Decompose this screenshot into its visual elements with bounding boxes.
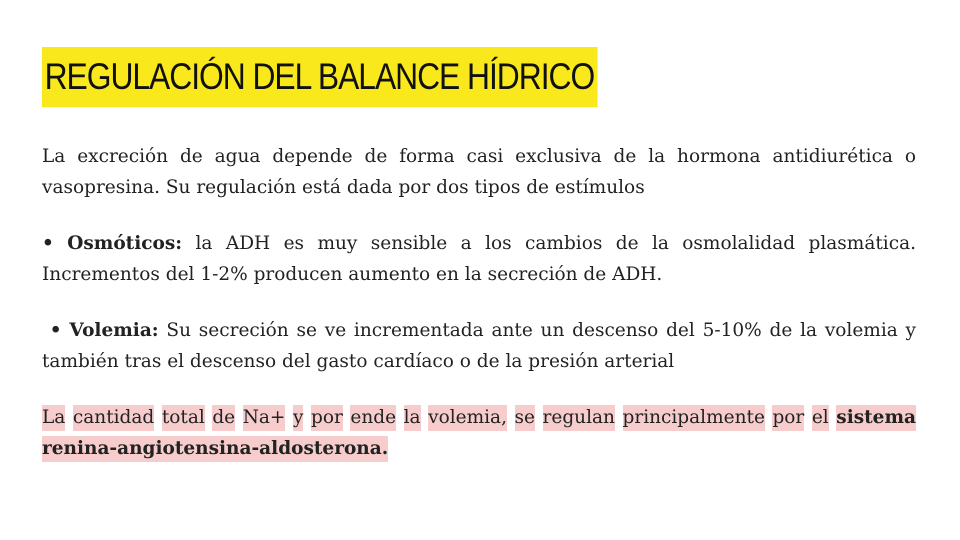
highlighted-word: principalmente	[623, 405, 765, 431]
highlighted-word: La	[42, 405, 65, 431]
highlighted-word: por	[772, 405, 804, 431]
highlighted-word: de	[212, 405, 235, 431]
highlighted-bold-word: sistema	[836, 405, 916, 431]
bullet-volemia	[42, 315, 916, 377]
intro-paragraph: La excreción de agua depende de forma casi exclusiva de la hormona antidiurética o vasopresina. Su regulación está dada por dos tipos de estímulos	[42, 146, 916, 198]
bullet-marker: •	[49, 320, 62, 341]
highlighted-word: regulan	[543, 405, 615, 431]
highlighted-conclusion	[42, 402, 916, 464]
highlighted-word: volemia,	[428, 405, 507, 431]
bullet-marker: •	[42, 233, 54, 254]
slide-title: REGULACIÓN DEL BALANCE HÍDRICO	[42, 47, 598, 107]
bullet-term-volemia: Volemia:	[69, 320, 159, 341]
bullet-text-volemia: Su secreción se ve incrementada ante un descenso del 5-10% de la volemia y también tras el descenso del gasto cardíaco o de la presión arterial	[42, 320, 917, 372]
highlighted-word: por	[311, 405, 343, 431]
highlighted-word: se	[515, 405, 535, 431]
highlighted-word: total	[162, 405, 205, 431]
highlighted-word: el	[812, 405, 829, 431]
highlighted-word: cantidad	[73, 405, 154, 431]
bullet-term-osmotic: Osmóticos:	[67, 233, 183, 254]
highlighted-text	[42, 405, 829, 431]
bullet-text-osmotic: la ADH es muy sensible a los cambios de la osmolalidad plasmática. Incrementos del 1-2% producen aumento en la secreción de ADH.	[42, 233, 916, 285]
highlighted-word: la	[404, 405, 421, 431]
bullet-osmotic	[42, 228, 916, 290]
highlighted-bold-word: renina-angiotensina-aldosterona.	[42, 436, 388, 462]
highlighted-word: ende	[350, 405, 396, 431]
highlighted-word: y	[293, 405, 303, 431]
highlighted-word: Na+	[243, 405, 286, 431]
